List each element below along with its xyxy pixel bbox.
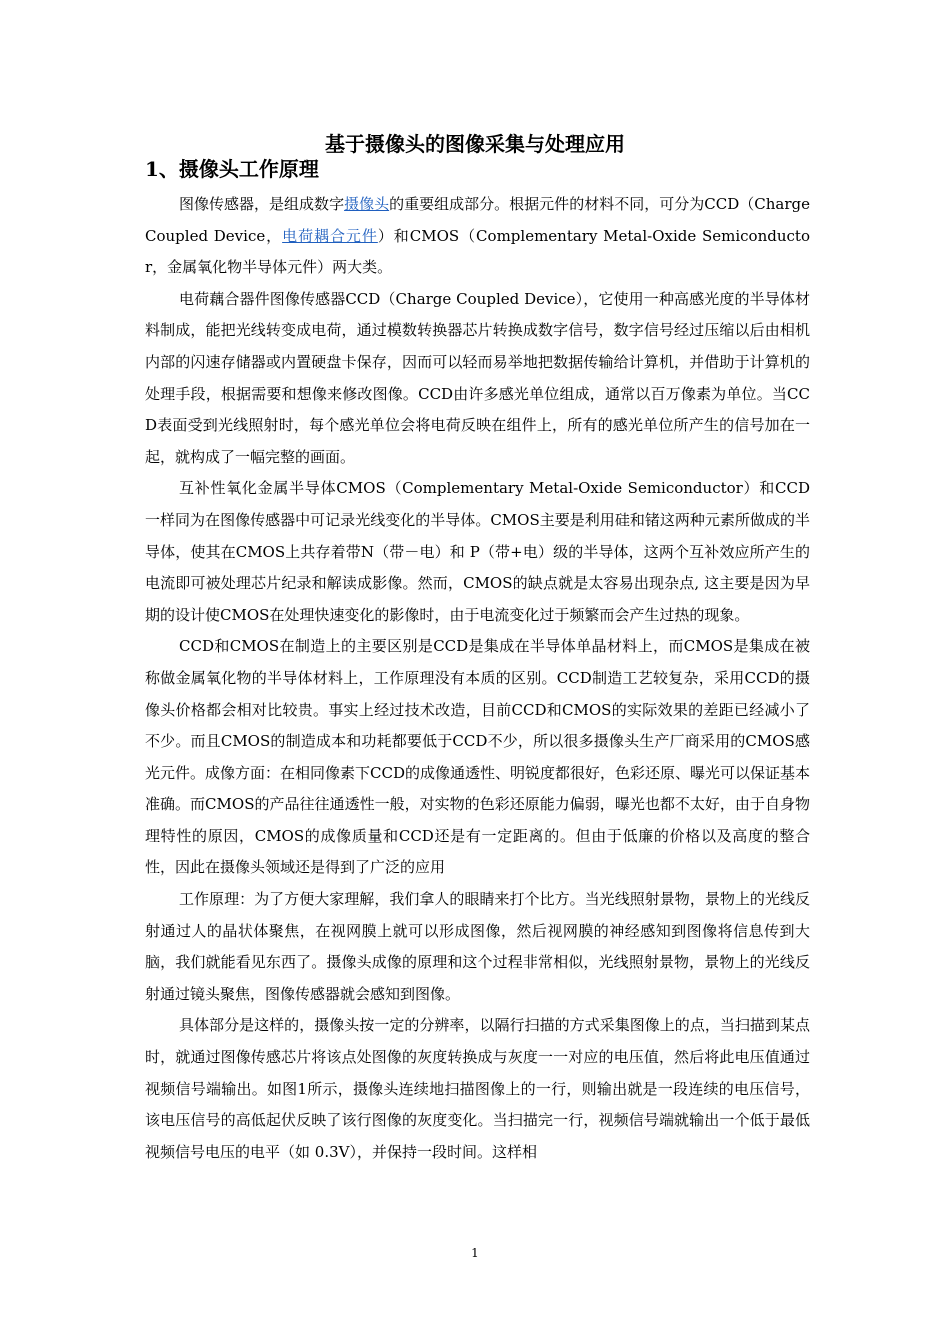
link-camera[interactable]: 摄像头 [344, 195, 390, 213]
paragraph-5: 工作原理：为了方便大家理解，我们拿人的眼睛来打个比方。当光线照射景物，景物上的光线反射通过人的晶状体聚焦，在视网膜上就可以形成图像，然后视网膜的神经感知到图像将信息传到大脑，我们就能看见东西了。摄像头成像的原理和这个过程非常相似，光线照射景物，景物上的光线反射通过镜头聚焦，图像传感器就会感知到图像。 [145, 890, 810, 1003]
document-title: 基于摄像头的图像采集与处理应用 [325, 132, 625, 156]
link-ccd[interactable]: 电荷耦合元件 [282, 226, 378, 245]
document-body [145, 189, 810, 1168]
paragraph-1-text-a: 图像传感器，是组成数字 [179, 195, 345, 213]
section-heading: 1、摄像头工作原理 [145, 157, 319, 181]
paragraph-1-text-c: ）和CMOS（Complementary Metal-Oxide Semiconductor，金属氧化物半导体元件）两大类。 [145, 226, 810, 277]
page-number: 1 [471, 1246, 479, 1260]
paragraph-1 [145, 189, 810, 284]
paragraph-2: 电荷藕合器件图像传感器CCD（Charge Coupled Device），它使用一种高感光度的半导体材料制成，能把光线转变成电荷，通过模数转换器芯片转换成数字信号，数字信号经过压缩以后由相机内部的闪速存储器或内置硬盘卡保存，因而可以轻而易举地把数据传输给计算机，并借助于计算机的处理手段，根据需要和想像来修改图像。CCD由许多感光单位组成，通常以百万像素为单位。当CCD表面受到光线照射时，每个感光单位会将电荷反映在组件上，所有的感光单位所产生的信号加在一起，就构成了一幅完整的画面。 [145, 289, 810, 466]
paragraph-4: CCD和CMOS在制造上的主要区别是CCD是集成在半导体单晶材料上，而CMOS是集成在被称做金属氧化物的半导体材料上，工作原理没有本质的区别。CCD制造工艺较复杂，采用CCD的摄像头价格都会相对比较贵。事实上经过技术改造，目前CCD和CMOS的实际效果的差距已经减小了不少。而且CMOS的制造成本和功耗都要低于CCD不少，所以很多摄像头生产厂商采用的CMOS感光元件。成像方面：在相同像素下CCD的成像通透性、明锐度都很好，色彩还原、曝光可以保证基本准确。而CMOS的产品往往通透性一般，对实物的色彩还原能力偏弱，曝光也都不太好，由于自身物理特性的原因，CMOS的成像质量和CCD还是有一定距离的。但由于低廉的价格以及高度的整合性，因此在摄像头领域还是得到了广泛的应用 [145, 637, 810, 877]
paragraph-6: 具体部分是这样的，摄像头按一定的分辨率，以隔行扫描的方式采集图像上的点，当扫描到某点时，就通过图像传感芯片将该点处图像的灰度转换成与灰度一一对应的电压值，然后将此电压值通过视频信号端输出。如图1所示，摄像头连续地扫描图像上的一行，则输出就是一段连续的电压信号，该电压信号的高低起伏反映了该行图像的灰度变化。当扫描完一行，视频信号端就输出一个低于最低视频信号电压的电平（如 0.3V），并保持一段时间。这样相 [145, 1016, 810, 1161]
paragraph-3: 互补性氧化金属半导体CMOS（Complementary Metal-Oxide Semiconductor）和CCD一样同为在图像传感器中可记录光线变化的半导体。CMOS主要是利用硅和锗这两种元素所做成的半导体，使其在CMOS上共存着带N（带－电）和 P（带+电）级的半导体，这两个互补效应所产生的电流即可被处理芯片纪录和解读成影像。然而，CMOS的缺点就是太容易出现杂点, 这主要是因为早期的设计使CMOS在处理快速变化的影像时，由于电流变化过于频繁而会产生过热的现象。 [145, 479, 810, 624]
paragraph-1-text-b: 的重要组成部分。根据元件的材料不同，可分为CCD（Charge Coupled Device， [145, 195, 810, 245]
